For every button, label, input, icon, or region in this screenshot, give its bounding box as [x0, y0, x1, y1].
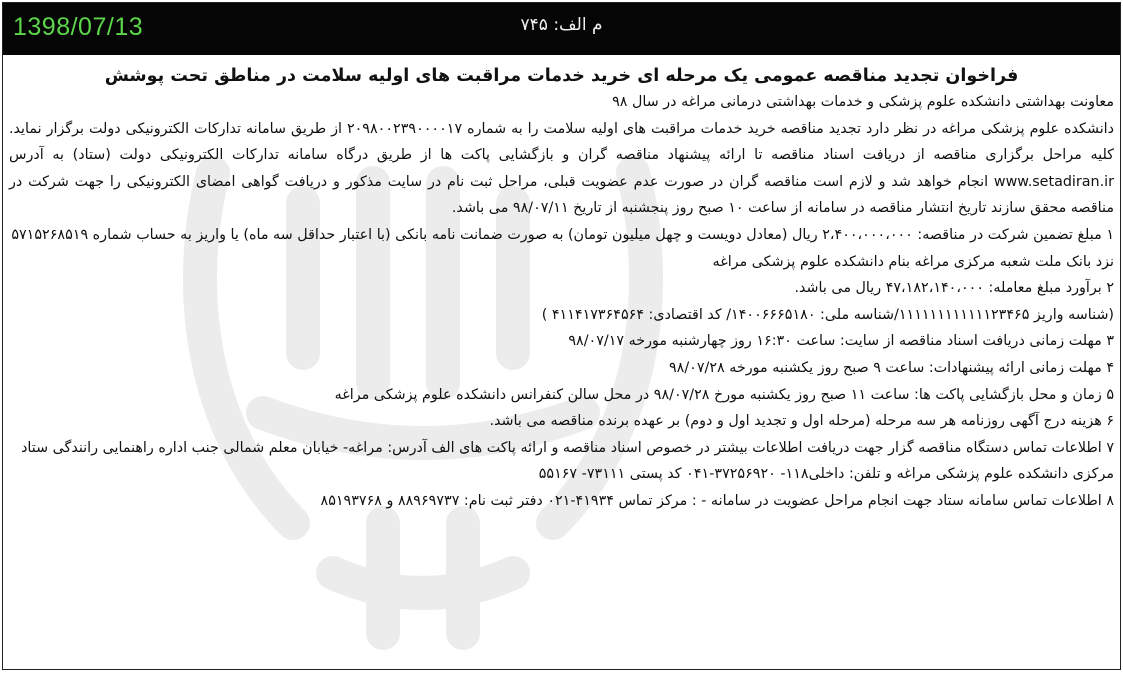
item-proposal-deadline: ۴ مهلت زمانی ارائه پیشنهادات: ساعت ۹ صبح روز یکشنبه مورخه ۹۸/۰۷/۲۸ — [668, 359, 1114, 376]
item-opening: ۵ زمان و محل بازگشایی پاکت ها: ساعت ۱۱ صبح روز یکشنبه مورخ ۹۸/۰۷/۲۸ در محل سالن کنفرانس دانشکده علوم پزشکی مراغه — [334, 386, 1114, 403]
ad-code: م الف: ۷۴۵ — [520, 15, 603, 35]
item-document-deadline: ۳ مهلت زمانی دریافت اسناد مناقصه از سایت: ساعت ۱۶:۳۰ روز چهارشنبه مورخه ۹۸/۰۷/۱۷ — [568, 333, 1114, 350]
tender-notice — [2, 2, 1121, 670]
header-bar — [3, 3, 1120, 55]
organization-line: معاونت بهداشتی دانشکده علوم پزشکی و خدمات بهداشتی درمانی مراغه در سال ۹۸ — [612, 94, 1114, 110]
publish-date: 1398/07/13 — [13, 13, 144, 41]
intro-paragraph: دانشکده علوم پزشکی مراغه در نظر دارد تجدید مناقصه خرید خدمات مراقبت های اولیه سلامت را به شماره ۲۰۹۸۰۰۲۳۹۰۰۰۰۱۷ از طریق سامانه تدارکات الکترونیکی دولت برگزار نماید. کلیه مراحل برگزاری مناقصه از دریافت اسناد مناقصه تا ارائه پیشنهاد مناقصه گران و بازگشایی پاکت ها از طریق درگاه سامانه تدارکات الکترونیکی دولت (ستاد) به آدرس www.setadiran.ir انجام خواهد شد و لازم است مناقصه گران در صورت عدم عضویت قبلی، مراحل ثبت نام در سایت مذکور و دریافت گواهی امضای الکترونیکی را جهت شرکت در مناقصه محقق سازند تاریخ انتشار مناقصه در سامانه از ساعت ۱۰ صبح روز پنجشنبه از تاریخ ۹۸/۰۷/۱۱ می باشد. — [9, 120, 1115, 217]
notice-title: فراخوان تجدید مناقصه عمومی یک مرحله ای خرید خدمات مراقبت های اولیه سلامت در مناطق تحت پوشش — [104, 66, 1019, 86]
item-contact-setad: ۸ اطلاعات تماس سامانه ستاد جهت انجام مراحل عضویت در سامانه - : مرکز تماس ۴۱۹۳۴-۰۲۱ دفتر ثبت نام: ۸۸۹۶۹۷۳۷ و ۸۵۱۹۳۷۶۸ — [320, 492, 1114, 509]
item-guarantee: ۱ مبلغ تضمین شرکت در مناقصه: ۲،۴۰۰،۰۰۰،۰۰۰ ریال (معادل دویست و چهل میلیون تومان) به صورت ضمانت نامه بانکی (با اعتبار حداقل سه ماه) یا واریز به حساب شماره ۵۷۱۵۲۶۸۵۱۹ نزد بانک ملت شعبه مرکزی مراغه بنام دانشکده علوم پزشکی مراغه — [11, 226, 1114, 270]
item-payment-ids: (شناسه واریز ۱۱۱۱۱۱۱۱۱۱۱۱۲۳۴۶۵/شناسه ملی: ۱۴۰۰۶۶۶۵۱۸۰/ کد اقتصادی: ۴۱۱۴۱۷۳۶۴۵۶۴ ) — [541, 306, 1114, 323]
notice-body — [3, 55, 1120, 515]
item-ad-cost: ۶ هزینه درج آگهی روزنامه هر سه مرحله (مرحله اول و تجدید اول و دوم) بر عهده برنده مناقصه می باشد. — [489, 413, 1114, 430]
item-estimate: ۲ برآورد مبلغ معامله: ۴۷،۱۸۲،۱۴۰،۰۰۰ ریال می باشد. — [794, 280, 1114, 297]
item-contact-organizer: ۷ اطلاعات تماس دستگاه مناقصه گزار جهت دریافت اطلاعات بیشتر در خصوص اسناد مناقصه و ارائه پاکت های الف آدرس: مراغه- خیابان معلم شمالی جنب اداره راهنمایی رانندگی ستاد مرکزی دانشکده علوم پزشکی مراغه و تلفن: داخلی۱۱۸- ۳۷۲۵۶۹۲۰-۰۴۱ کد پستی ۷۳۱۱۱- ۵۵۱۶۷ — [21, 439, 1114, 483]
